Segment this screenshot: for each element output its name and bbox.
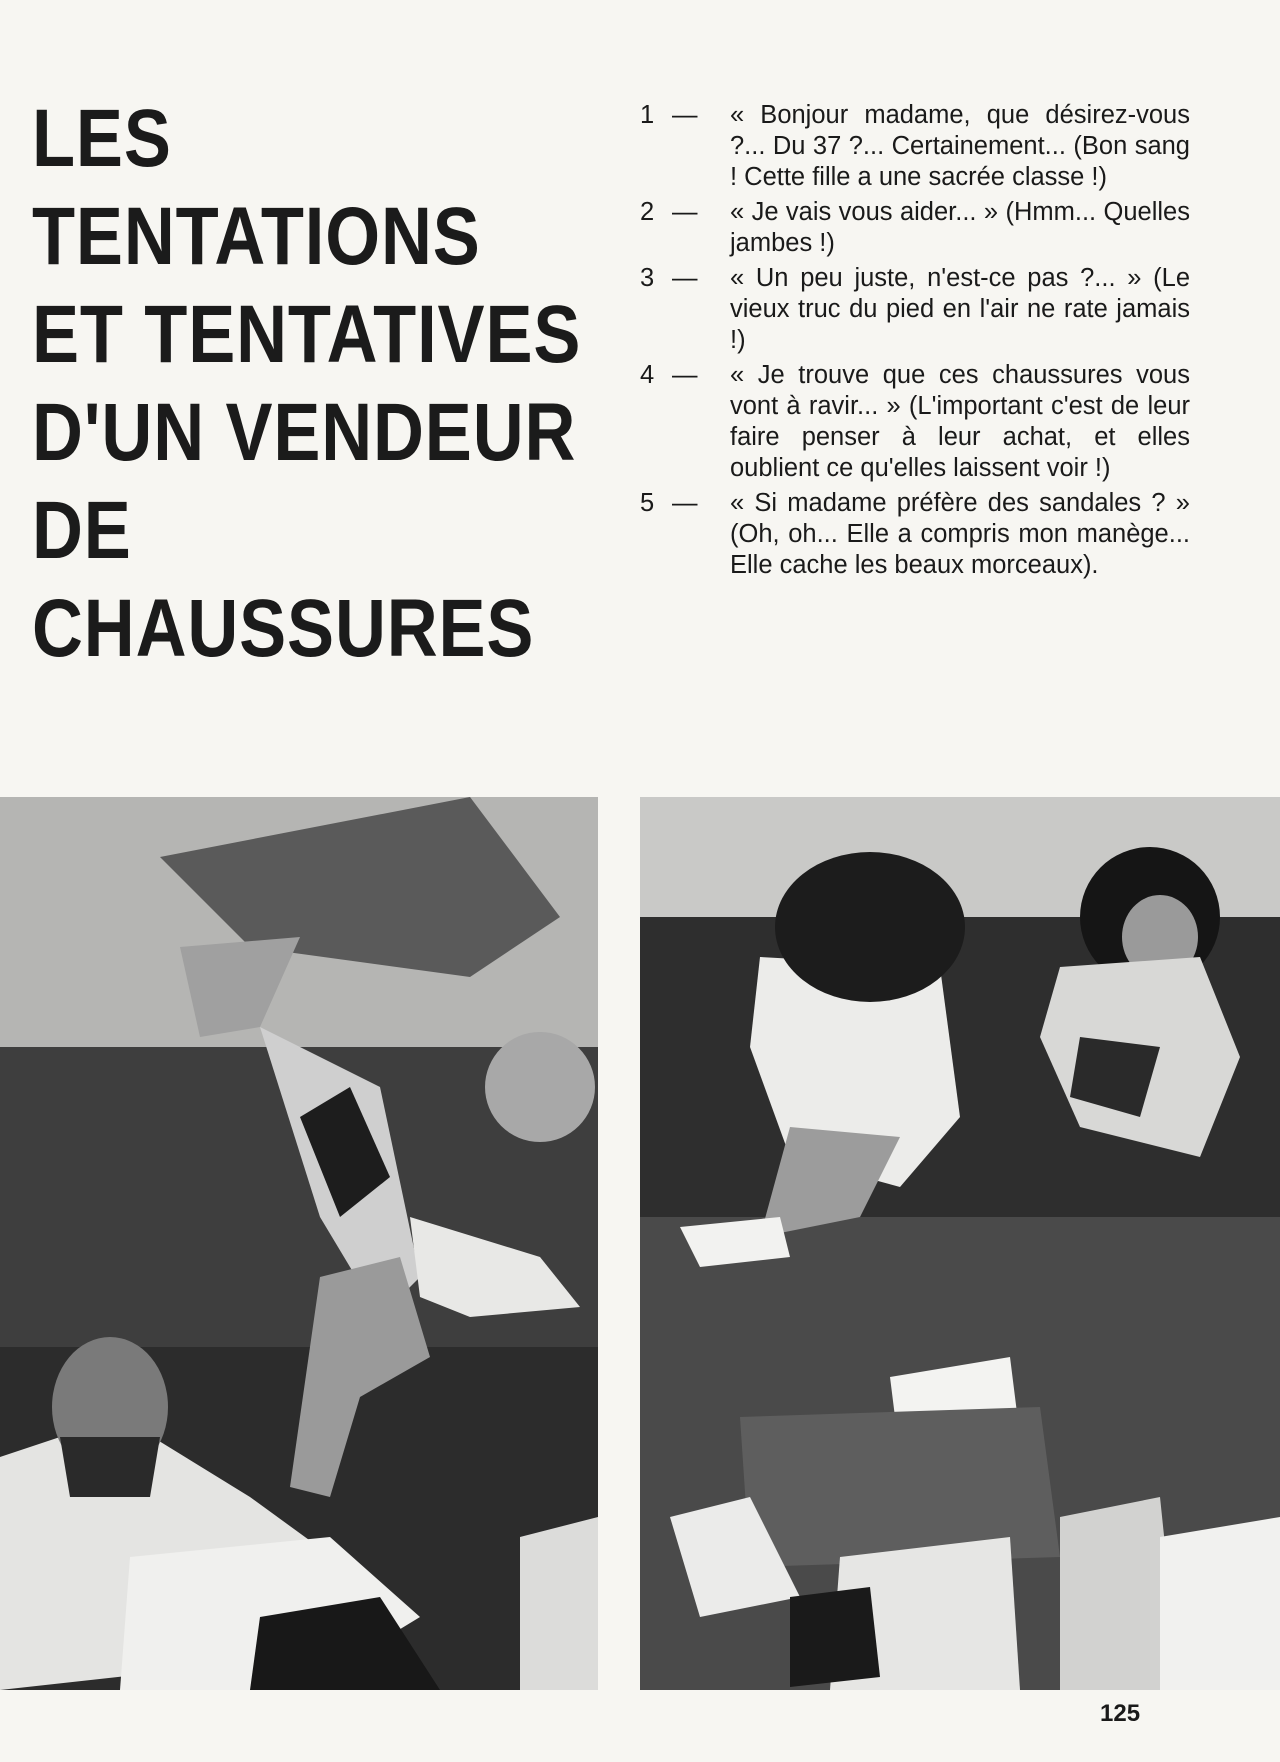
photo-right-illustration — [640, 797, 1280, 1690]
caption-dash: — — [672, 361, 698, 389]
caption-dash: — — [672, 489, 698, 517]
page-number: 125 — [1100, 1700, 1141, 1727]
caption-number: 5 — [640, 489, 655, 517]
caption-dash: — — [672, 264, 698, 292]
caption-text: « Un peu juste, n'est-ce pas ?... » (Le vieux truc du pied en l'air ne rate jamais !) — [730, 264, 1190, 354]
caption-number: 2 — [640, 198, 655, 226]
photo-left-illustration — [0, 797, 598, 1690]
caption-text: « Bonjour madame, que désirez-vous ?... Du 37 ?... Certainement... (Bon sang ! Cette fille a une sacrée classe !) — [730, 101, 1190, 191]
caption-text: « Je trouve que ces chaussures vous vont à ravir... » (L'important c'est de leur faire penser à leur achat, et elles oublient ce qu'elles laissent voir !) — [730, 361, 1190, 482]
title-line: D'UN VENDEUR — [32, 387, 577, 478]
caption-item — [640, 197, 1190, 259]
caption-item — [640, 100, 1190, 193]
title-line: ET TENTATIVES — [32, 289, 582, 380]
caption-text: « Je vais vous aider... » (Hmm... Quelles jambes !) — [730, 198, 1190, 257]
caption-item — [640, 263, 1190, 356]
caption-dash: — — [672, 101, 698, 129]
caption-text: « Si madame préfère des sandales ? » (Oh, oh... Elle a compris mon manège... Elle cache les beaux morceaux). — [730, 489, 1190, 579]
caption-item — [640, 488, 1190, 581]
caption-number: 1 — [640, 101, 655, 129]
caption-number: 3 — [640, 264, 655, 292]
photo-salesman-on-floor — [0, 797, 598, 1690]
caption-item — [640, 360, 1190, 484]
title-line: TENTATIONS — [32, 191, 481, 282]
title-line: DE — [32, 485, 132, 576]
photo-salesman-fitting-shoe — [640, 797, 1280, 1690]
article-title — [32, 90, 622, 678]
caption-number: 4 — [640, 361, 655, 389]
caption-dash: — — [672, 198, 698, 226]
caption-list — [640, 100, 1190, 585]
title-line: LES — [32, 93, 172, 184]
title-line: CHAUSSURES — [32, 583, 535, 674]
